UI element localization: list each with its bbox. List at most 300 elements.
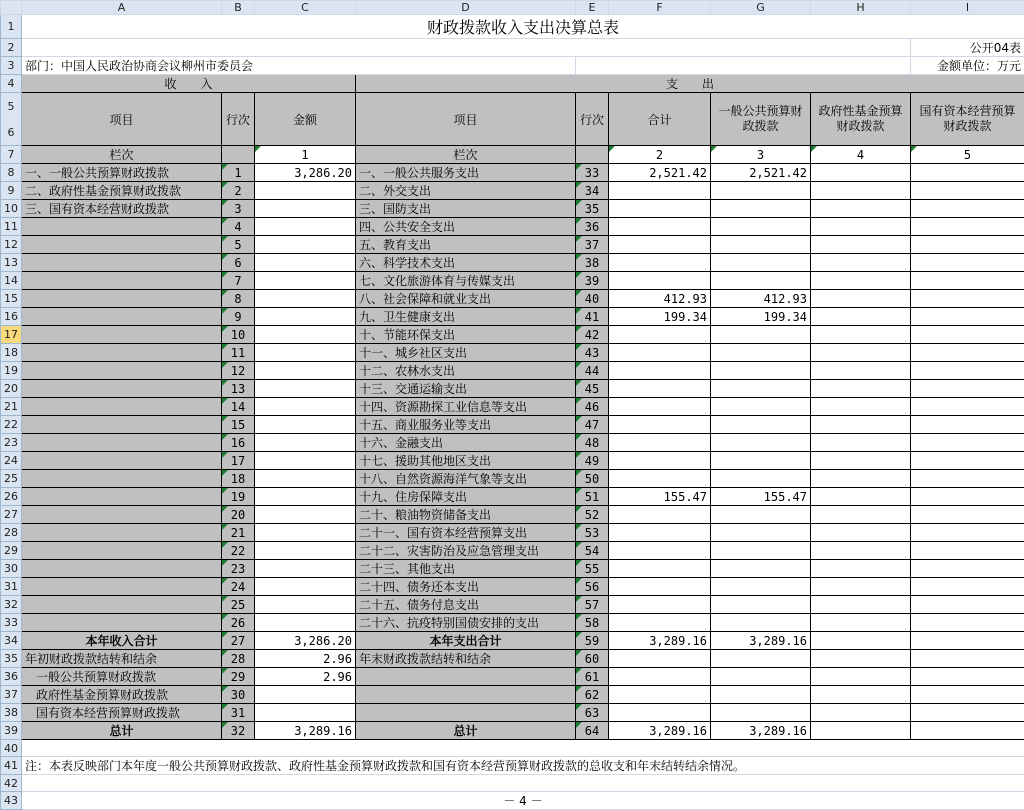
col-line-expense[interactable]: 行次 — [576, 93, 609, 146]
expense-total[interactable] — [609, 452, 711, 470]
cell[interactable] — [811, 704, 911, 722]
cell[interactable] — [222, 146, 255, 164]
expense-general[interactable] — [711, 596, 811, 614]
expense-state[interactable] — [911, 524, 1024, 542]
expense-general[interactable] — [711, 524, 811, 542]
income-line[interactable]: 14 — [222, 398, 255, 416]
expense-fund[interactable] — [811, 578, 911, 596]
income-item[interactable] — [22, 470, 222, 488]
row-header[interactable]: 31 — [1, 578, 22, 596]
income-amount[interactable] — [255, 596, 356, 614]
expense-fund[interactable] — [811, 416, 911, 434]
lanci-label[interactable]: 栏次 — [356, 146, 576, 164]
income-line[interactable]: 6 — [222, 254, 255, 272]
end-balance-line[interactable]: 60 — [576, 650, 609, 668]
income-line[interactable]: 25 — [222, 596, 255, 614]
begin-balance-line[interactable]: 28 — [222, 650, 255, 668]
row-header[interactable]: 22 — [1, 416, 22, 434]
expense-total[interactable] — [609, 380, 711, 398]
expense-fund[interactable] — [811, 488, 911, 506]
expense-total[interactable] — [609, 398, 711, 416]
row-header[interactable]: 17 — [1, 326, 22, 344]
general-budget-label[interactable]: 一般公共预算财政拨款 — [22, 668, 222, 686]
expense-total[interactable] — [609, 236, 711, 254]
cell[interactable] — [711, 704, 811, 722]
expense-fund[interactable] — [811, 542, 911, 560]
grand-total-label2[interactable]: 总计 — [356, 722, 576, 740]
fund-budget-line[interactable]: 30 — [222, 686, 255, 704]
expense-fund[interactable] — [811, 380, 911, 398]
expense-general[interactable] — [711, 416, 811, 434]
expense-total[interactable]: 412.93 — [609, 290, 711, 308]
cell[interactable] — [22, 39, 911, 57]
income-item[interactable] — [22, 560, 222, 578]
expense-fund[interactable] — [811, 182, 911, 200]
grand-total-label[interactable]: 总计 — [22, 722, 222, 740]
grand-total-g[interactable]: 3,289.16 — [711, 722, 811, 740]
income-item[interactable] — [22, 236, 222, 254]
expense-state[interactable] — [911, 308, 1024, 326]
income-amount[interactable] — [255, 380, 356, 398]
expense-line[interactable]: 47 — [576, 416, 609, 434]
expense-line[interactable]: 56 — [576, 578, 609, 596]
cell[interactable] — [576, 146, 609, 164]
income-line[interactable]: 11 — [222, 344, 255, 362]
row-header[interactable]: 34 — [1, 632, 22, 650]
expense-header[interactable]: 支 出 — [356, 75, 1024, 93]
row-header[interactable]: 21 — [1, 398, 22, 416]
income-amount[interactable] — [255, 200, 356, 218]
income-line[interactable]: 16 — [222, 434, 255, 452]
expense-total[interactable] — [609, 560, 711, 578]
col-amount[interactable]: 金额 — [255, 93, 356, 146]
cell[interactable] — [811, 650, 911, 668]
expense-general[interactable] — [711, 272, 811, 290]
expense-total-label[interactable]: 本年支出合计 — [356, 632, 576, 650]
expense-total[interactable] — [609, 344, 711, 362]
expense-fund[interactable] — [811, 164, 911, 182]
expense-state[interactable] — [911, 578, 1024, 596]
income-line[interactable]: 2 — [222, 182, 255, 200]
expense-item[interactable]: 二十二、灾害防治及应急管理支出 — [356, 542, 576, 560]
lanci-label[interactable]: 栏次 — [22, 146, 222, 164]
expense-fund[interactable] — [811, 560, 911, 578]
expense-item[interactable]: 八、社会保障和就业支出 — [356, 290, 576, 308]
cell[interactable] — [911, 650, 1024, 668]
income-amount[interactable] — [255, 470, 356, 488]
income-line[interactable]: 18 — [222, 470, 255, 488]
expense-fund[interactable] — [811, 308, 911, 326]
income-amount[interactable] — [255, 326, 356, 344]
row-header[interactable]: 29 — [1, 542, 22, 560]
expense-total[interactable]: 2,521.42 — [609, 164, 711, 182]
expense-line[interactable]: 46 — [576, 398, 609, 416]
expense-fund[interactable] — [811, 614, 911, 632]
column-header-d[interactable]: D — [356, 1, 576, 15]
expense-state[interactable] — [911, 290, 1024, 308]
row-header[interactable]: 30 — [1, 560, 22, 578]
expense-line[interactable]: 52 — [576, 506, 609, 524]
grand-total-line[interactable]: 32 — [222, 722, 255, 740]
income-amount[interactable] — [255, 488, 356, 506]
row-header[interactable]: 19 — [1, 362, 22, 380]
income-amount[interactable] — [255, 434, 356, 452]
income-item[interactable] — [22, 254, 222, 272]
expense-line[interactable]: 49 — [576, 452, 609, 470]
income-amount[interactable] — [255, 290, 356, 308]
cell[interactable] — [356, 668, 576, 686]
expense-state[interactable] — [911, 182, 1024, 200]
row-header[interactable]: 14 — [1, 272, 22, 290]
income-item[interactable] — [22, 380, 222, 398]
row-header[interactable]: 23 — [1, 434, 22, 452]
expense-line[interactable]: 37 — [576, 236, 609, 254]
lanci-number[interactable]: 4 — [811, 146, 911, 164]
expense-fund[interactable] — [811, 218, 911, 236]
row-header[interactable]: 4 — [1, 75, 22, 93]
income-line[interactable]: 21 — [222, 524, 255, 542]
expense-state[interactable] — [911, 236, 1024, 254]
income-amount[interactable]: 3,286.20 — [255, 164, 356, 182]
cell[interactable] — [609, 668, 711, 686]
income-amount[interactable] — [255, 524, 356, 542]
row-header[interactable]: 36 — [1, 668, 22, 686]
expense-state[interactable] — [911, 362, 1024, 380]
expense-item[interactable]: 二十五、债务付息支出 — [356, 596, 576, 614]
expense-general[interactable]: 155.47 — [711, 488, 811, 506]
expense-total[interactable] — [609, 272, 711, 290]
expense-state[interactable] — [911, 218, 1024, 236]
grand-total-amount[interactable]: 3,289.16 — [255, 722, 356, 740]
expense-line[interactable]: 40 — [576, 290, 609, 308]
fund-budget-line2[interactable]: 62 — [576, 686, 609, 704]
row-header[interactable]: 39 — [1, 722, 22, 740]
expense-fund[interactable] — [811, 596, 911, 614]
expense-total[interactable]: 155.47 — [609, 488, 711, 506]
income-item[interactable] — [22, 416, 222, 434]
expense-general[interactable] — [711, 506, 811, 524]
income-item[interactable]: 二、政府性基金预算财政拨款 — [22, 182, 222, 200]
income-line[interactable]: 8 — [222, 290, 255, 308]
expense-item[interactable]: 二十、粮油物资储备支出 — [356, 506, 576, 524]
expense-general[interactable] — [711, 434, 811, 452]
expense-line[interactable]: 34 — [576, 182, 609, 200]
income-line[interactable]: 3 — [222, 200, 255, 218]
cell[interactable] — [576, 57, 911, 75]
expense-total[interactable] — [609, 614, 711, 632]
row-header[interactable]: 26 — [1, 488, 22, 506]
expense-state[interactable] — [911, 200, 1024, 218]
expense-item[interactable]: 十八、自然资源海洋气象等支出 — [356, 470, 576, 488]
expense-fund[interactable] — [811, 434, 911, 452]
expense-total[interactable] — [609, 218, 711, 236]
expense-state[interactable] — [911, 380, 1024, 398]
income-line[interactable]: 17 — [222, 452, 255, 470]
income-line[interactable]: 4 — [222, 218, 255, 236]
expense-item[interactable]: 十四、资源勘探工业信息等支出 — [356, 398, 576, 416]
income-item[interactable] — [22, 272, 222, 290]
expense-item[interactable]: 十二、农林水支出 — [356, 362, 576, 380]
expense-total[interactable] — [609, 596, 711, 614]
income-amount[interactable] — [255, 560, 356, 578]
expense-state[interactable] — [911, 614, 1024, 632]
report-title[interactable]: 财政拨款收入支出决算总表 — [22, 15, 1024, 39]
cell[interactable] — [911, 686, 1024, 704]
lanci-number[interactable]: 3 — [711, 146, 811, 164]
row-header[interactable]: 10 — [1, 200, 22, 218]
income-item[interactable] — [22, 398, 222, 416]
expense-total-line[interactable]: 59 — [576, 632, 609, 650]
income-line[interactable]: 7 — [222, 272, 255, 290]
income-item[interactable] — [22, 362, 222, 380]
row-header[interactable]: 33 — [1, 614, 22, 632]
expense-general[interactable]: 412.93 — [711, 290, 811, 308]
row-header[interactable]: 9 — [1, 182, 22, 200]
general-budget-line[interactable]: 29 — [222, 668, 255, 686]
income-line[interactable]: 20 — [222, 506, 255, 524]
expense-general[interactable] — [711, 218, 811, 236]
expense-general[interactable] — [711, 200, 811, 218]
expense-item[interactable]: 十九、住房保障支出 — [356, 488, 576, 506]
expense-state[interactable] — [911, 398, 1024, 416]
expense-general[interactable]: 199.34 — [711, 308, 811, 326]
expense-general[interactable] — [711, 380, 811, 398]
column-header-e[interactable]: E — [576, 1, 609, 15]
income-line[interactable]: 19 — [222, 488, 255, 506]
expense-state[interactable] — [911, 542, 1024, 560]
state-capital-line2[interactable]: 63 — [576, 704, 609, 722]
row-header[interactable]: 12 — [1, 236, 22, 254]
expense-line[interactable]: 55 — [576, 560, 609, 578]
income-item[interactable] — [22, 434, 222, 452]
income-line[interactable]: 24 — [222, 578, 255, 596]
cell[interactable] — [711, 668, 811, 686]
cell[interactable] — [255, 704, 356, 722]
general-budget-line2[interactable]: 61 — [576, 668, 609, 686]
expense-general[interactable] — [711, 578, 811, 596]
expense-item[interactable]: 七、文化旅游体育与传媒支出 — [356, 272, 576, 290]
column-header-a[interactable]: A — [22, 1, 222, 15]
expense-total[interactable]: 199.34 — [609, 308, 711, 326]
expense-state[interactable] — [911, 470, 1024, 488]
page-number[interactable]: － 4 － — [22, 792, 1024, 810]
cell[interactable] — [811, 668, 911, 686]
expense-line[interactable]: 53 — [576, 524, 609, 542]
income-total-amount[interactable]: 3,286.20 — [255, 632, 356, 650]
income-line[interactable]: 22 — [222, 542, 255, 560]
expense-line[interactable]: 48 — [576, 434, 609, 452]
income-line[interactable]: 23 — [222, 560, 255, 578]
row-header[interactable]: 43 — [1, 792, 22, 810]
cell[interactable] — [22, 775, 1024, 792]
income-header[interactable]: 收 入 — [22, 75, 356, 93]
expense-item[interactable]: 四、公共安全支出 — [356, 218, 576, 236]
cell[interactable] — [711, 686, 811, 704]
cell[interactable] — [609, 686, 711, 704]
footnote[interactable]: 注：本表反映部门本年度一般公共预算财政拨款、政府性基金预算财政拨款和国有资本经营预算财政拨款的总收支和年末结转结余情况。 — [22, 757, 1024, 775]
income-item[interactable] — [22, 524, 222, 542]
expense-line[interactable]: 43 — [576, 344, 609, 362]
row-header[interactable]: 40 — [1, 740, 22, 757]
expense-item[interactable]: 十七、援助其他地区支出 — [356, 452, 576, 470]
begin-balance-amount[interactable]: 2.96 — [255, 650, 356, 668]
income-amount[interactable] — [255, 452, 356, 470]
row-header[interactable]: 20 — [1, 380, 22, 398]
income-amount[interactable] — [255, 398, 356, 416]
row-header[interactable]: 7 — [1, 146, 22, 164]
column-header-g[interactable]: G — [711, 1, 811, 15]
expense-item[interactable]: 九、卫生健康支出 — [356, 308, 576, 326]
expense-total[interactable] — [609, 470, 711, 488]
department-label[interactable]: 部门：中国人民政治协商会议柳州市委员会 — [22, 57, 576, 75]
income-amount[interactable] — [255, 416, 356, 434]
income-amount[interactable] — [255, 362, 356, 380]
expense-fund[interactable] — [811, 326, 911, 344]
col-item-expense[interactable]: 项目 — [356, 93, 576, 146]
income-item[interactable]: 三、国有资本经营财政拨款 — [22, 200, 222, 218]
expense-total[interactable] — [609, 524, 711, 542]
expense-total-f[interactable]: 3,289.16 — [609, 632, 711, 650]
income-item[interactable] — [22, 488, 222, 506]
row-header[interactable]: 32 — [1, 596, 22, 614]
row-header[interactable]: 15 — [1, 290, 22, 308]
expense-line[interactable]: 44 — [576, 362, 609, 380]
cell[interactable] — [911, 632, 1024, 650]
expense-line[interactable]: 39 — [576, 272, 609, 290]
expense-item[interactable]: 五、教育支出 — [356, 236, 576, 254]
row-header[interactable]: 16 — [1, 308, 22, 326]
expense-general[interactable] — [711, 344, 811, 362]
cell[interactable] — [911, 722, 1024, 740]
income-line[interactable]: 1 — [222, 164, 255, 182]
expense-general[interactable] — [711, 236, 811, 254]
income-item[interactable] — [22, 218, 222, 236]
form-code[interactable]: 公开04表 — [911, 39, 1024, 57]
income-amount[interactable] — [255, 254, 356, 272]
expense-fund[interactable] — [811, 200, 911, 218]
expense-item[interactable]: 二、外交支出 — [356, 182, 576, 200]
income-total-line[interactable]: 27 — [222, 632, 255, 650]
expense-line[interactable]: 51 — [576, 488, 609, 506]
income-item[interactable] — [22, 542, 222, 560]
row-header[interactable]: 1 — [1, 15, 22, 39]
expense-state[interactable] — [911, 326, 1024, 344]
expense-total[interactable] — [609, 416, 711, 434]
row-header[interactable]: 37 — [1, 686, 22, 704]
column-header-f[interactable]: F — [609, 1, 711, 15]
expense-total[interactable] — [609, 254, 711, 272]
income-line[interactable]: 5 — [222, 236, 255, 254]
expense-item[interactable]: 十一、城乡社区支出 — [356, 344, 576, 362]
row-header[interactable]: 24 — [1, 452, 22, 470]
expense-fund[interactable] — [811, 254, 911, 272]
expense-general[interactable] — [711, 452, 811, 470]
expense-state[interactable] — [911, 272, 1024, 290]
cell[interactable] — [609, 704, 711, 722]
cell[interactable] — [911, 704, 1024, 722]
row-header[interactable]: 2 — [1, 39, 22, 57]
expense-item[interactable]: 二十四、债务还本支出 — [356, 578, 576, 596]
unit-label[interactable]: 金额单位：万元 — [911, 57, 1024, 75]
income-item[interactable] — [22, 578, 222, 596]
expense-item[interactable]: 十五、商业服务业等支出 — [356, 416, 576, 434]
cell[interactable] — [811, 686, 911, 704]
expense-total[interactable] — [609, 200, 711, 218]
income-line[interactable]: 26 — [222, 614, 255, 632]
expense-item[interactable]: 一、一般公共服务支出 — [356, 164, 576, 182]
expense-general[interactable] — [711, 614, 811, 632]
cell[interactable] — [609, 650, 711, 668]
expense-state[interactable] — [911, 560, 1024, 578]
expense-item[interactable]: 十三、交通运输支出 — [356, 380, 576, 398]
cell[interactable] — [255, 686, 356, 704]
income-item[interactable] — [22, 290, 222, 308]
lanci-number[interactable]: 2 — [609, 146, 711, 164]
expense-total[interactable] — [609, 182, 711, 200]
expense-line[interactable]: 45 — [576, 380, 609, 398]
income-amount[interactable] — [255, 272, 356, 290]
expense-general[interactable] — [711, 182, 811, 200]
col-general-budget[interactable]: 一般公共预算财政拨款 — [711, 93, 811, 146]
income-amount[interactable] — [255, 578, 356, 596]
column-header-b[interactable]: B — [222, 1, 255, 15]
row-header[interactable]: 35 — [1, 650, 22, 668]
expense-line[interactable]: 33 — [576, 164, 609, 182]
row-header[interactable]: 27 — [1, 506, 22, 524]
income-amount[interactable] — [255, 218, 356, 236]
expense-state[interactable] — [911, 434, 1024, 452]
expense-total[interactable] — [609, 362, 711, 380]
general-budget-amount[interactable]: 2.96 — [255, 668, 356, 686]
cell[interactable] — [811, 722, 911, 740]
col-state-capital[interactable]: 国有资本经营预算财政拨款 — [911, 93, 1024, 146]
grand-total-line2[interactable]: 64 — [576, 722, 609, 740]
row-header[interactable]: 18 — [1, 344, 22, 362]
col-fund-budget[interactable]: 政府性基金预算财政拨款 — [811, 93, 911, 146]
expense-state[interactable] — [911, 416, 1024, 434]
income-line[interactable]: 12 — [222, 362, 255, 380]
expense-fund[interactable] — [811, 362, 911, 380]
income-amount[interactable] — [255, 344, 356, 362]
expense-total[interactable] — [609, 578, 711, 596]
expense-line[interactable]: 41 — [576, 308, 609, 326]
column-header-h[interactable]: H — [811, 1, 911, 15]
col-item[interactable]: 项目 — [22, 93, 222, 146]
income-amount[interactable] — [255, 236, 356, 254]
state-capital-label[interactable]: 国有资本经营预算财政拨款 — [22, 704, 222, 722]
expense-general[interactable] — [711, 254, 811, 272]
expense-general[interactable] — [711, 398, 811, 416]
income-amount[interactable] — [255, 614, 356, 632]
lanci-number[interactable]: 5 — [911, 146, 1024, 164]
expense-fund[interactable] — [811, 524, 911, 542]
expense-general[interactable] — [711, 470, 811, 488]
expense-state[interactable] — [911, 596, 1024, 614]
expense-item[interactable]: 十、节能环保支出 — [356, 326, 576, 344]
expense-fund[interactable] — [811, 272, 911, 290]
cell[interactable] — [356, 686, 576, 704]
expense-state[interactable] — [911, 506, 1024, 524]
income-total-label[interactable]: 本年收入合计 — [22, 632, 222, 650]
expense-fund[interactable] — [811, 236, 911, 254]
expense-fund[interactable] — [811, 290, 911, 308]
expense-fund[interactable] — [811, 506, 911, 524]
col-line[interactable]: 行次 — [222, 93, 255, 146]
income-amount[interactable] — [255, 308, 356, 326]
expense-total[interactable] — [609, 542, 711, 560]
expense-line[interactable]: 50 — [576, 470, 609, 488]
row-header[interactable]: 38 — [1, 704, 22, 722]
